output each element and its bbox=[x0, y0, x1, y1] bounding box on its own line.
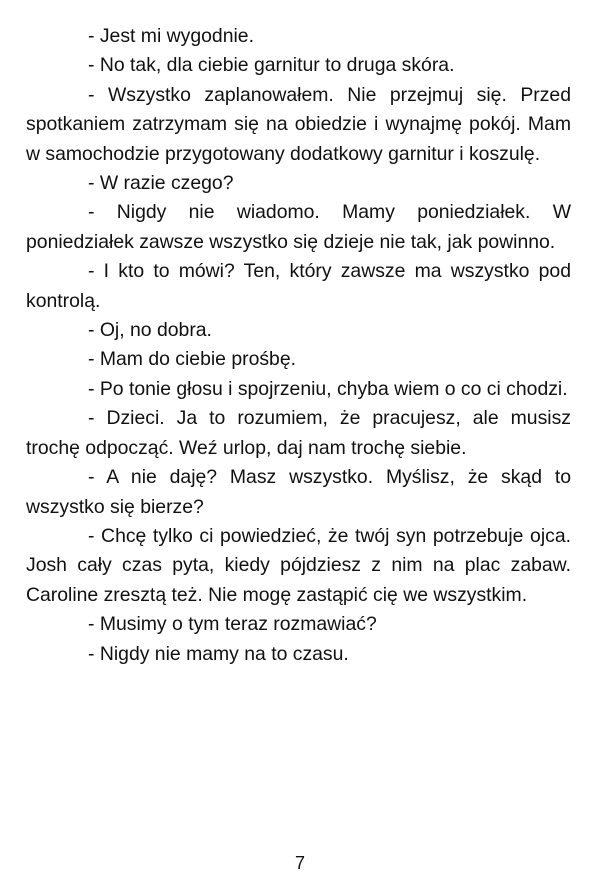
paragraph: - Mam do ciebie prośbę. bbox=[88, 348, 297, 371]
paragraph: - Oj, no dobra. bbox=[88, 319, 212, 342]
paragraph: - No tak, dla ciebie garnitur to druga skóra. bbox=[88, 54, 455, 77]
paragraph: - W razie czego? bbox=[88, 172, 234, 195]
paragraph: - Po tonie głosu i spojrzeniu, chyba wiem o co ci chodzi. bbox=[88, 377, 568, 400]
paragraph: - Musimy o tym teraz rozmawiać? bbox=[88, 613, 377, 636]
dialogue-text bbox=[26, 22, 571, 669]
paragraph: - Nigdy nie wiadomo. Mamy poniedziałek. W poniedziałek zawsze wszystko się dzieje nie tak, jak powinno. bbox=[26, 201, 571, 253]
paragraph: - I kto to mówi? Ten, który zawsze ma wszystko pod kontrolą. bbox=[26, 260, 571, 312]
paragraph: - Jest mi wygodnie. bbox=[88, 25, 254, 47]
paragraph: - Nigdy nie mamy na to czasu. bbox=[88, 642, 349, 665]
paragraph: - A nie daję? Masz wszystko. Myślisz, że skąd to wszystko się bierze? bbox=[26, 466, 571, 518]
page-number: 7 bbox=[294, 853, 305, 873]
paragraph: - Chcę tylko ci powiedzieć, że twój syn potrzebuje ojca. Josh cały czas pyta, kiedy pójdziesz z nim na plac zabaw. Caroline zresztą też. Nie mogę zastąpić cię we wszystkim. bbox=[26, 524, 571, 606]
paragraph: - Dzieci. Ja to rozumiem, że pracujesz, ale musisz trochę odpocząć. Weź urlop, daj nam trochę siebie. bbox=[26, 407, 571, 459]
paragraph: - Wszystko zaplanowałem. Nie przejmuj się. Przed spotkaniem zatrzymam się na obiedzie i wynajmę pokój. Mam w samochodzie przygotowany dodatkowy garnitur i koszulę. bbox=[26, 83, 571, 165]
